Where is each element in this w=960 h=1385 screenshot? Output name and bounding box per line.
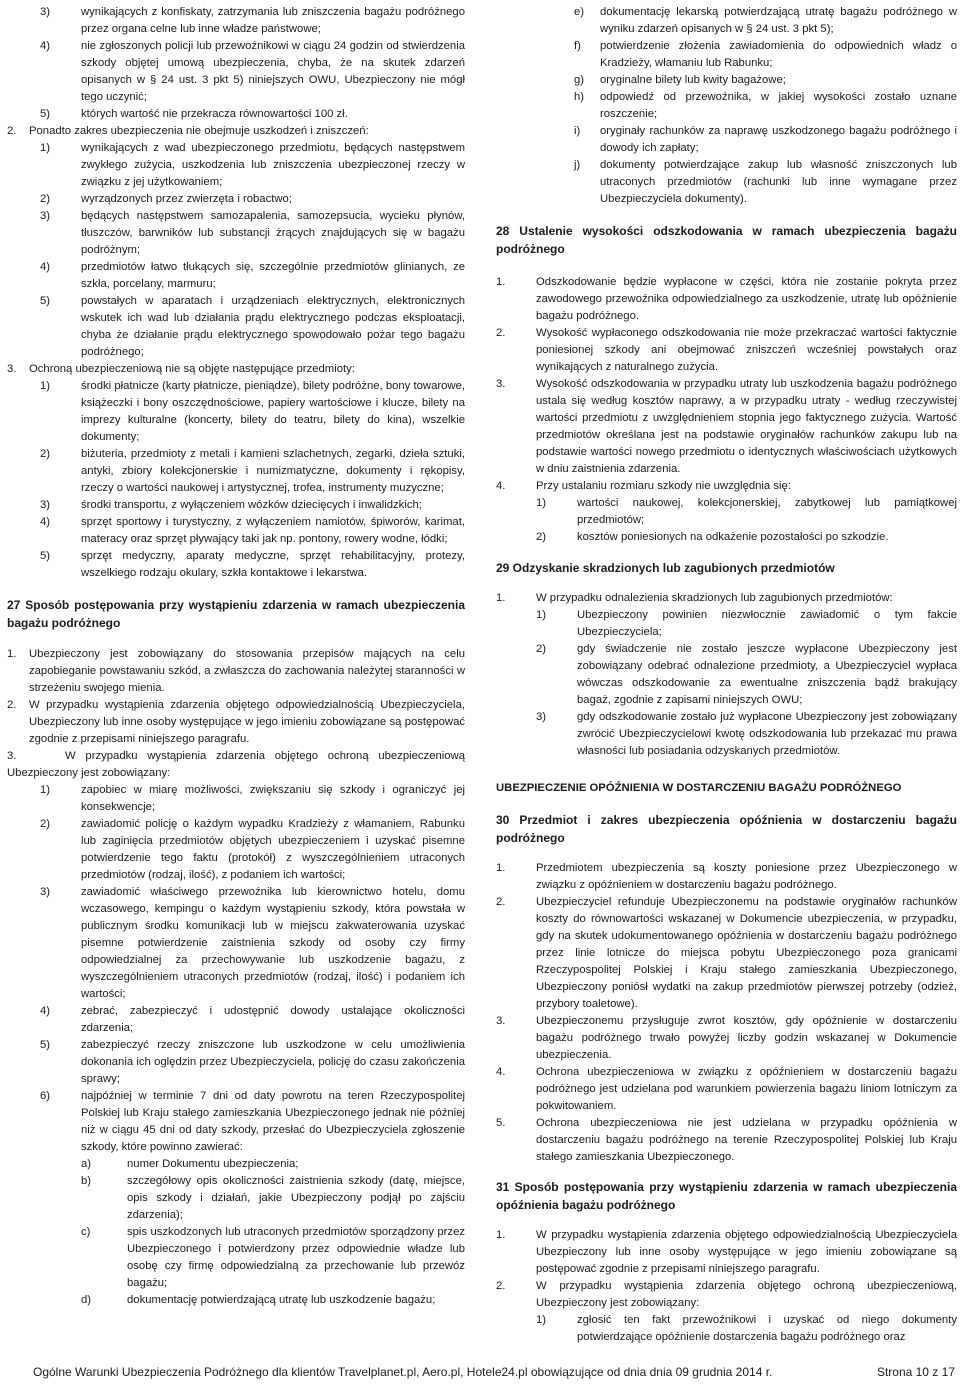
list-item: 2) wyrządzonych przez zwierzęta i robactwo; xyxy=(40,193,292,205)
list-item: 1) Ubezpieczony powinien niezwłocznie zawiadomić o tym fakcie Ubezpieczyciela; xyxy=(536,609,957,638)
list-item: 3) wynikających z konfiskaty, zatrzymania lub zniszczenia bagażu podróżnego przez organa celne lub inne władze państwowe; xyxy=(40,6,465,35)
list-item: 2) kosztów poniesionych na odkażenie pozostałości po szkodzie. xyxy=(536,531,889,543)
list-item: 5) powstałych w aparatach i urządzeniach elektrycznych, elektronicznych wskutek ich wad lub działania prądu elektrycznego podczas eksploatacji, chyba że działanie prądu elektrycznego spowodowało pożar tego bagażu podróżnego; xyxy=(40,295,465,358)
list-item: e) dokumentację lekarską potwierdzającą utratę bagażu podróżnego w wyniku zdarzeń opisanych w § 24 ust. 3 pkt 5); xyxy=(574,6,957,35)
list-item: 5) których wartość nie przekracza równowartości 100 zł. xyxy=(40,108,348,120)
list-item: 1) zapobiec w miarę możliwości, zwiększaniu się szkody i ograniczyć jej konsekwencje; xyxy=(40,784,465,813)
list-item: 3) środki transportu, z wyłączeniem wózków dziecięcych i inwalidzkich; xyxy=(40,499,422,511)
list-item: 1) wartości naukowej, kolekcjonerskiej, zabytkowej lub pamiątkowej przedmiotów; xyxy=(536,497,957,526)
section-heading-27: 27 Sposób postępowania przy wystąpieniu zdarzenia w ramach ubezpieczenia bagażu podróżnego xyxy=(7,598,465,630)
list-item: 4) zebrać, zabezpieczyć i udostępnić dowody ustalające okoliczności zdarzenia; xyxy=(40,1005,465,1034)
list-item: 4. Ochrona ubezpieczeniowa w związku z opóźnieniem w dostarczeniu bagażu podróżnego jest udzielana pod warunkiem powierzenia bagażu liniom lotniczym za pokwitowaniem. xyxy=(496,1066,957,1112)
section-heading-29: 29 Odzyskanie skradzionych lub zagubionych przedmiotów xyxy=(496,561,835,575)
list-item: 3) zawiadomić właściwego przewoźnika lub kierownictwo hotelu, domu wczasowego, kempingu o każdym wystąpieniu szkody, która powstała w publicznym środku komunikacji lub w miejscu zakwaterowania uzyskać pisemne potwierdzenie zaistnienia szkody od osoby czy firmy odpowiedzialnej za przechowywanie lub uszkodzenie bagażu, z wyszczególnieniem utraconych przedmiotów (rodzaj, ilość) i podaniem ich wartości; xyxy=(40,886,465,1000)
page-number: Strona 10 z 17 xyxy=(876,1365,955,1379)
list-item: 1. W przypadku odnalezienia skradzionych lub zagubionych przedmiotów: xyxy=(496,592,893,604)
list-item: 4. Przy ustalaniu rozmiaru szkody nie uwzględnia się: xyxy=(496,480,791,492)
list-item: b) szczegółowy opis okoliczności zaistnienia szkody (datę, miejsce, opis szkody i działań, jakie Ubezpieczony podjął po zajściu zdarzenia); xyxy=(81,1175,465,1221)
list-item: 5. Ochrona ubezpieczeniowa nie jest udzielana w przypadku opóźnienia w dostarczeniu bagażu podróżnego na terenie Rzeczypospolitej Polskiej lub Kraju stałego zamieszkania Ubezpieczonego. xyxy=(496,1117,957,1163)
list-item: 1) zgłosić ten fakt przewoźnikowi i uzyskać od niego dokumenty potwierdzające opóźnienie dostarczenia bagażu podróżnego oraz xyxy=(536,1314,957,1343)
list-item: j) dokumenty potwierdzające zakup lub własność zniszczonych lub utraconych przedmiotów (rachunki lub inne wymagane przez Ubezpieczyciela dokumenty). xyxy=(574,159,957,205)
list-item: g) oryginalne bilety lub kwity bagażowe; xyxy=(574,74,786,86)
left-column xyxy=(7,4,465,1309)
list-item: 2) gdy świadczenie nie zostało jeszcze wypłacone Ubezpieczony jest zobowiązany odebrać odnalezione przedmioty, a Ubezpieczyciel wypłaca wówczas odszkodowanie za ewentualne zniszczenia bądź brakujący bagaż, zgodnie z zapisami niniejszych OWU; xyxy=(536,643,957,706)
list-item: 6) najpóźniej w terminie 7 dni od daty powrotu na teren Rzeczypospolitej Polskiej lub Kraju stałego zamieszkania Ubezpieczonego jednak nie później niż w ciągu 45 dni od daty szkody, przesłać do Ubezpieczyciela zgłoszenie szkody, które powinno zawierać: xyxy=(40,1090,465,1153)
paragraph-3: 3. Ochroną ubezpieczeniową nie są objęte następujące przedmioty: xyxy=(7,363,355,375)
list-item: h) odpowiedź od przewoźnika, w jakiej wysokości zostało uznane roszczenie; xyxy=(574,91,957,120)
list-item: 3. W przypadku wystąpienia zdarzenia objętego ochroną ubezpieczeniową Ubezpieczony jest zobowiązany: xyxy=(7,750,465,779)
section-heading-31: 31 Sposób postępowania przy wystąpieniu zdarzenia w ramach ubezpieczenia opóźnienia bagażu podróżnego xyxy=(496,1180,957,1212)
list-item: 1. Odszkodowanie będzie wypłacone w części, która nie zostanie pokryta przez zawodowego przewoźnika odpowiedzialnego za uszkodzenie, utratę lub opóźnienie bagażu podróżnego. xyxy=(496,276,957,322)
list-item: 2. W przypadku wystąpienia zdarzenia objętego odpowiedzialnością Ubezpieczyciela, Ubezpieczony lub inne osoby występujące w jego imieniu zobowiązane są postępować zgodnie z przepisami niniejszego paragrafu. xyxy=(7,699,465,745)
list-item: 4) przedmiotów łatwo tłukących się, szczególnie przedmiotów glinianych, ze szkła, porcelany, marmuru; xyxy=(40,261,465,290)
list-item: 2) zawiadomić policję o każdym wypadku Kradzieży z włamaniem, Rabunku lub zaginięcia przedmiotów objętych ubezpieczeniem i uzyskać pisemne potwierdzenie tego faktu (protokół) z wyszczególnieniem utraconych przedmiotów (rodzaj, ilość), z podaniem ich wartości; xyxy=(40,818,465,881)
chapter-heading: UBEZPIECZENIE OPÓŹNIENIA W DOSTARCZENIU BAGAŻU PODRÓŻNEGO xyxy=(496,782,902,794)
list-item: 2. Wysokość wypłaconego odszkodowania nie może przekraczać wartości faktycznie poniesionej szkody ani obejmować zniszczeń wcześniej powstałych oraz wynikających z naturalnego zużycia. xyxy=(496,327,957,373)
list-item: 5) sprzęt medyczny, aparaty medyczne, sprzęt rehabilitacyjny, protezy, wszelkiego rodzaju okulary, szkła kontaktowe i lekarstwa. xyxy=(40,550,465,579)
list-item: 1. W przypadku wystąpienia zdarzenia objętego odpowiedzialnością Ubezpieczyciela Ubezpieczony lub inne osoby występujące w jego imieniu zobowiązane są postępować zgodnie z przepisami niniejszego paragrafu. xyxy=(496,1229,957,1275)
paragraph-2: 2. Ponadto zakres ubezpieczenia nie obejmuje uszkodzeń i zniszczeń: xyxy=(7,125,369,137)
list-item: 3) gdy odszkodowanie zostało już wypłacone Ubezpieczony jest zobowiązany zwrócić Ubezpieczycielowi kwotę odszkodowania lub przekazać mu prawa własności lub posiadania odzyskanych przedmiotów. xyxy=(536,711,957,757)
list-item: 2. W przypadku wystąpienia zdarzenia objętego ochroną ubezpieczeniową, Ubezpieczony jest zobowiązany: xyxy=(496,1280,957,1309)
list-item: 3. Wysokość odszkodowania w przypadku utraty lub uszkodzenia bagażu podróżnego ustala się według kosztów naprawy, a w przypadku utraty - według rzeczywistej wartości przedmiotu z uwzględnieniem stopnia jego faktycznego zużycia. Wartość przedmiotów określana jest na podstawie oryginałów rachunków zakupu lub na podstawie wartości nowego przedmiotu o identycznych właściwościach użytkowych w dniu zaistnienia zdarzenia. xyxy=(496,378,957,475)
list-item: 4) nie zgłoszonych policji lub przewoźnikowi w ciągu 24 godzin od stwierdzenia szkody objętej umową ubezpieczenia, chyba, że na skutek zdarzeń opisanych w § 24 ust. 3 pkt 5) niniejszych OWU, Ubezpieczony nie mógł tego uczynić; xyxy=(40,40,465,103)
right-column xyxy=(496,4,957,1346)
list-item: 1) środki płatnicze (karty płatnicze, pieniądze), bilety podróżne, bony towarowe, książeczki i bony oszczędnościowe, papiery wartościowe i klucze, bilety na imprezy kulturalne (koncerty, bilety do teatru, bilety do kina), wszelkie dokumenty; xyxy=(40,380,465,443)
list-item: 1) wynikających z wad ubezpieczonego przedmiotu, będących następstwem zwykłego zużycia, uszkodzenia lub zniszczenia ubezpieczonej rzeczy w związku z jej użytkowaniem; xyxy=(40,142,465,188)
list-item: 5) zabezpieczyć rzeczy zniszczone lub uszkodzone w celu umożliwienia dokonania ich oględzin przez Ubezpieczyciela, policję do czasu zakończenia sprawy; xyxy=(40,1039,465,1085)
list-item: 3) będących następstwem samozapalenia, samozepsucia, wycieku płynów, tłuszczów, barwników lub substancji żrących znajdujących się w bagażu podróżnym; xyxy=(40,210,465,256)
list-item: 3. Ubezpieczonemu przysługuje zwrot kosztów, gdy opóźnienie w dostarczeniu bagażu podróżnego trwało powyżej liczby godzin wskazanej w Dokumencie ubezpieczenia. xyxy=(496,1015,957,1061)
list-item: 1. Przedmiotem ubezpieczenia są koszty poniesione przez Ubezpieczonego w związku z opóźnieniem w dostarczeniu bagażu podróżnego. xyxy=(496,862,957,891)
list-item: 4) sprzęt sportowy i turystyczny, z wyłączeniem namiotów, śpiworów, karimat, materacy oraz sprzęt pływający taki jak np. pontony, rowery wodne, łódki; xyxy=(40,516,465,545)
list-item: 2. Ubezpieczyciel refunduje Ubezpieczonemu na podstawie oryginałów rachunków koszty do równowartości wskazanej w Dokumencie ubezpieczenia, w przypadku, gdy na skutek udokumentowanego opóźnienia w dostarczeniu bagażu podróżnego przez linie lotnicze do miejsca pobytu Ubezpieczonego poza granicami Rzeczypospolitej Polskiej i Kraju stałego zamieszkania Ubezpieczonego, Ubezpieczony poniósł wydatki na zakup przedmiotów pierwszej potrzeby (odzież, przybory toaletowe). xyxy=(496,896,957,1010)
list-item: f) potwierdzenie złożenia zawiadomienia do odpowiednich władz o Kradzieży, włamaniu lub Rabunku; xyxy=(574,40,957,69)
list-item: i) oryginały rachunków za naprawę uszkodzonego bagażu podróżnego i dowody ich zapłaty; xyxy=(574,125,957,154)
footer-title: Ogólne Warunki Ubezpieczenia Podróżnego dla klientów Travelplanet.pl, Aero.pl, Hotele24.pl obowiązujące od dnia dnia 09 grudnia 2014 r. xyxy=(33,1365,773,1379)
list-item: d) dokumentację potwierdzającą utratę lub uszkodzenie bagażu; xyxy=(81,1294,436,1306)
section-heading-28: 28 Ustalenie wysokości odszkodowania w ramach ubezpieczenia bagażu podróżnego xyxy=(496,224,957,256)
section-heading-30: 30 Przedmiot i zakres ubezpieczenia opóźnienia w dostarczeniu bagażu podróżnego xyxy=(496,813,957,845)
list-item: 1. Ubezpieczony jest zobowiązany do stosowania przepisów mających na celu zapobieganie powstawaniu szkód, a zwłaszcza do zachowania należytej staranności w strzeżeniu swojego mienia. xyxy=(7,648,465,694)
list-item: 2) biżuteria, przedmioty z metali i kamieni szlachetnych, zegarki, dzieła sztuki, antyki, zbiory kolekcjonerskie i numizmatyczne, dokumenty i rękopisy, rzeczy o wartości naukowej i artystycznej, trofea, instrumenty muzyczne; xyxy=(40,448,465,494)
list-item: a) numer Dokumentu ubezpieczenia; xyxy=(81,1158,299,1170)
list-item: c) spis uszkodzonych lub utraconych przedmiotów sporządzony przez Ubezpieczonego i potwierdzony przez odpowiednie władze lub osobę czy firmę odpowiedzialną za przechowanie lub przewóz bagażu; xyxy=(81,1226,465,1289)
